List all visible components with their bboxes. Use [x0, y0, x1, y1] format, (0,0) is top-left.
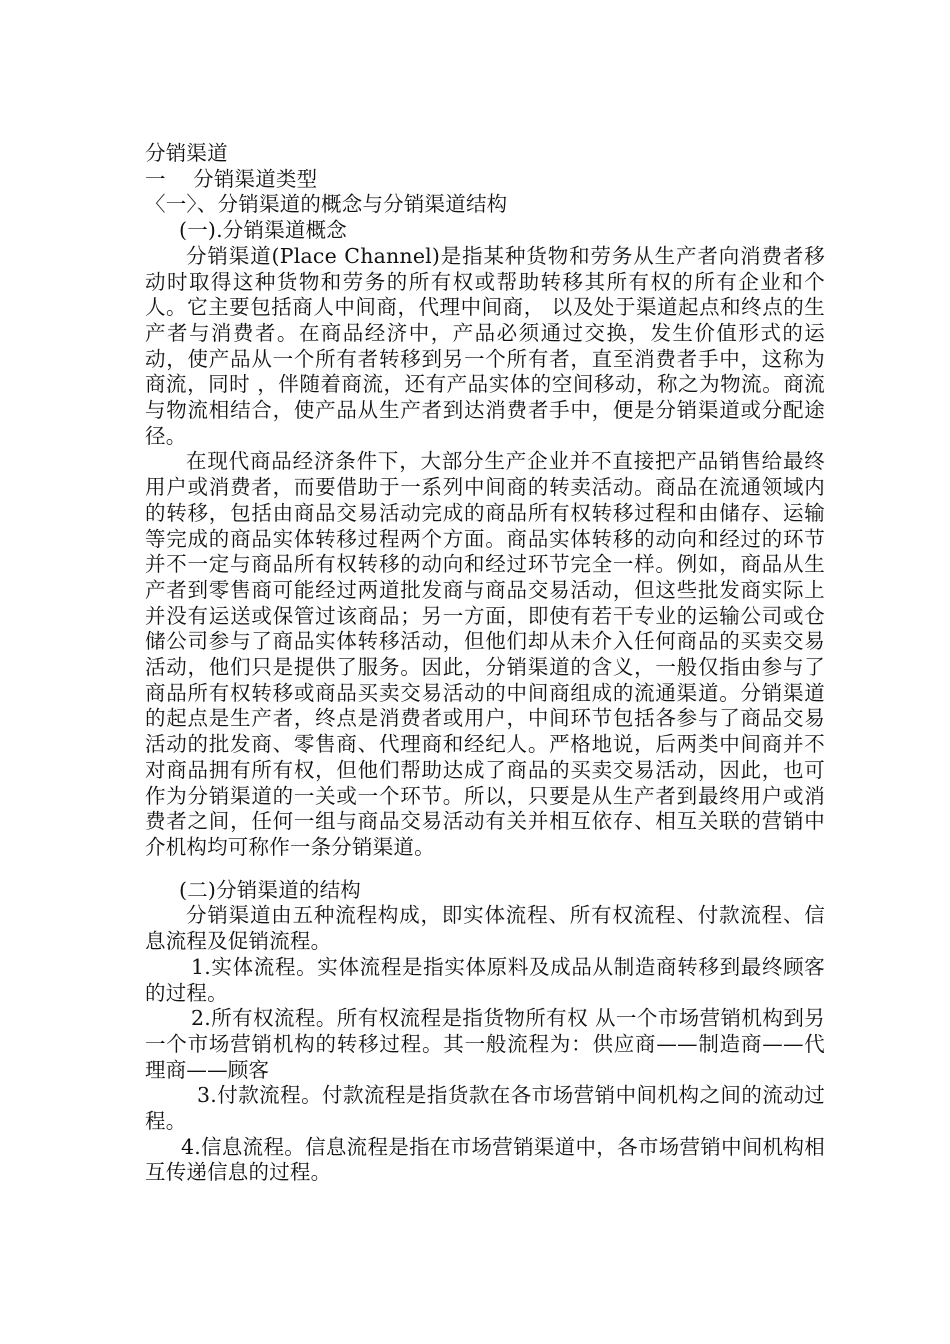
list-item-ownership-flow: 2.所有权流程。所有权流程是指货物所有权 从一个市场营销机构到另一个市场营销机构的转移过程。其一般流程为：供应商——制造商——代理商——顾客 [145, 1006, 825, 1082]
paragraph-definition: 分销渠道(Place Channel)是指某种货物和劳务从生产者向消费者移动时取得这种货物和劳务的所有权或帮助转移其所有权的所有企业和个人。它主要包括商人中间商，代理中间商， 以及处于渠道起点和终点的生产者与消费者。在商品经济中，产品必须通过交换，发生价值形式的运动，使产品从一个所有者转移到另一个所有者，直至消费者手中，这称为商流，同时 ，伴随着商流，还有产品实体的空间移动，称之为物流。商流与物流相结合，使产品从生产者到达消费者手中，便是分销渠道或分配途径。 [145, 243, 825, 448]
paragraph-spacer [145, 861, 825, 878]
section-heading: 一 分销渠道类型 [145, 166, 318, 191]
concept-heading: (一).分销渠道概念 [179, 218, 348, 243]
document-body [145, 141, 825, 1186]
paragraph-structure: 分销渠道由五种流程构成，即实体流程、所有权流程、付款流程、信息流程及促销流程。 [145, 903, 825, 954]
list-item-payment-flow: 3.付款流程。付款流程是指货款在各市场营销中间机构之间的流动过程。 [145, 1083, 825, 1134]
structure-heading: (二)分销渠道的结构 [179, 877, 361, 902]
subsection-heading: 〈一〉、分销渠道的概念与分销渠道结构 [145, 192, 508, 217]
paragraph-explanation: 在现代商品经济条件下，大部分生产企业并不直接把产品销售给最终用户或消费者，而要借助于一系列中间商的转卖活动。商品在流通领域内的转移，包括由商品交易活动完成的商品所有权转移过程和由储存、运输等完成的商品实体转移过程两个方面。商品实体转移的动向和经过的环节并不一定与商品所有权转移的动向和经过环节完全一样。例如，商品从生产者到零售商可能经过两道批发商与商品交易活动，但这些批发商实际上并没有运送或保管过该商品；另一方面，即使有若干专业的运输公司或仓储公司参与了商品实体转移活动，但他们却从未介入任何商品的买卖交易活动，他们只是提供了服务。因此，分销渠道的含义，一般仅指由参与了商品所有权转移或商品买卖交易活动的中间商组成的流通渠道。分销渠道的起点是生产者，终点是消费者或用户，中间环节包括各参与了商品交易活动的批发商、零售商、代理商和经纪人。严格地说，后两类中间商并不对商品拥有所有权，但他们帮助达成了商品的买卖交易活动，因此，也可作为分销渠道的一关或一个环节。所以，只要是从生产者到最终用户或消费者之间，任何一组与商品交易活动有关并相互依存、相互关联的营销中介机构均可称作一条分销渠道。 [145, 449, 825, 859]
list-item-information-flow: 4.信息流程。信息流程是指在市场营销渠道中，各市场营销中间机构相互传递信息的过程。 [145, 1134, 825, 1185]
list-item-physical-flow: 1.实体流程。实体流程是指实体原料及成品从制造商转移到最终顾客的过程。 [145, 954, 825, 1005]
document-title: 分销渠道 [145, 141, 228, 165]
